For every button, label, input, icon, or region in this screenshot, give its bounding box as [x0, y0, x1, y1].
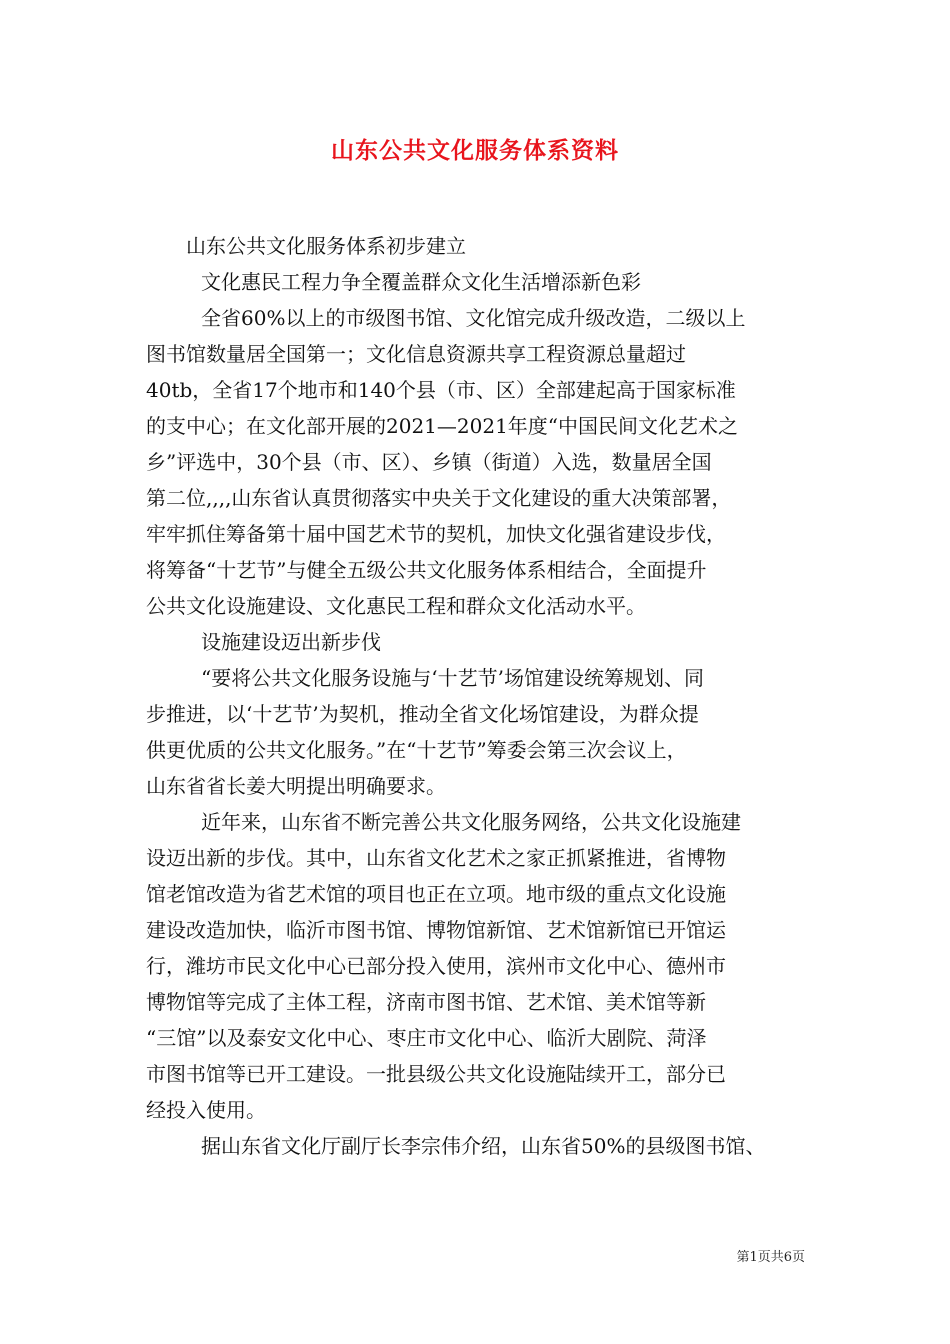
paragraph-line: 设迈出新的步伐。其中，山东省文化艺术之家正抓紧推进，省博物 [146, 846, 726, 870]
subheadline [146, 264, 806, 300]
paragraph-line: 近年来，山东省不断完善公共文化服务网络，公共文化设施建 [201, 810, 741, 834]
page-number: 第1页共6页 [736, 1250, 805, 1265]
paragraph-line: “三馆”以及泰安文化中心、枣庄市文化中心、临沂大剧院、菏泽 [146, 1026, 707, 1050]
paragraph-line: 博物馆等完成了主体工程，济南市图书馆、艺术馆、美术馆等新 [146, 990, 706, 1014]
paragraph-line: 第二位,,,,山东省认真贯彻落实中央关于文化建设的重大决策部署， [146, 486, 732, 510]
paragraph-line: “要将公共文化服务设施与‘十艺节’场馆建设统筹规划、同 [201, 666, 704, 690]
paragraph-line: 图书馆数量居全国第一；文化信息资源共享工程资源总量超过 [146, 342, 686, 366]
paragraph-2 [146, 660, 806, 804]
paragraph-1 [146, 300, 806, 624]
headline-text: 山东公共文化服务体系初步建立 [186, 234, 466, 258]
paragraph-line: 市图书馆等已开工建设。一批县级公共文化设施陆续开工，部分已 [146, 1062, 726, 1086]
paragraph-line: 公共文化设施建设、文化惠民工程和群众文化活动水平。 [146, 594, 646, 618]
paragraph-line: 供更优质的公共文化服务。”在“十艺节”筹委会第三次会议上， [146, 738, 687, 762]
paragraph-line: 行，潍坊市民文化中心已部分投入使用，滨州市文化中心、德州市 [146, 954, 726, 978]
paragraph-3 [146, 804, 806, 1128]
paragraph-4 [146, 1128, 806, 1164]
paragraph-line: 建设改造加快，临沂市图书馆、博物馆新馆、艺术馆新馆已开馆运 [146, 918, 726, 942]
paragraph-line: 40tb，全省17个地市和140个县（市、区）全部建起高于国家标准 [146, 378, 736, 402]
document-title: 山东公共文化服务体系资料 [331, 137, 619, 164]
section-heading-text: 设施建设迈出新步伐 [201, 630, 381, 654]
paragraph-line: 经投入使用。 [146, 1098, 266, 1122]
document-body [146, 228, 806, 1164]
paragraph-line: 将筹备“十艺节”与健全五级公共文化服务体系相结合，全面提升 [146, 558, 707, 582]
paragraph-line: 的支中心；在文化部开展的2021—2021年度“中国民间文化艺术之 [146, 414, 739, 438]
paragraph-line: 馆老馆改造为省艺术馆的项目也正在立项。地市级的重点文化设施 [146, 882, 726, 906]
paragraph-line: 步推进，以‘十艺节’为契机，推动全省文化场馆建设，为群众提 [146, 702, 699, 726]
paragraph-line: 乡”评选中，30个县（市、区）、乡镇（街道）入选，数量居全国 [146, 450, 712, 474]
paragraph-line: 山东省省长姜大明提出明确要求。 [146, 774, 446, 798]
headline [146, 228, 806, 264]
subheadline-text: 文化惠民工程力争全覆盖群众文化生活增添新色彩 [201, 270, 641, 294]
paragraph-line: 牢牢抓住筹备第十届中国艺术节的契机，加快文化强省建设步伐， [146, 522, 726, 546]
paragraph-line: 据山东省文化厅副厅长李宗伟介绍，山东省50%的县级图书馆、 [201, 1134, 766, 1158]
paragraph-line: 全省60%以上的市级图书馆、文化馆完成升级改造，二级以上 [201, 306, 746, 330]
section-heading [146, 624, 806, 660]
